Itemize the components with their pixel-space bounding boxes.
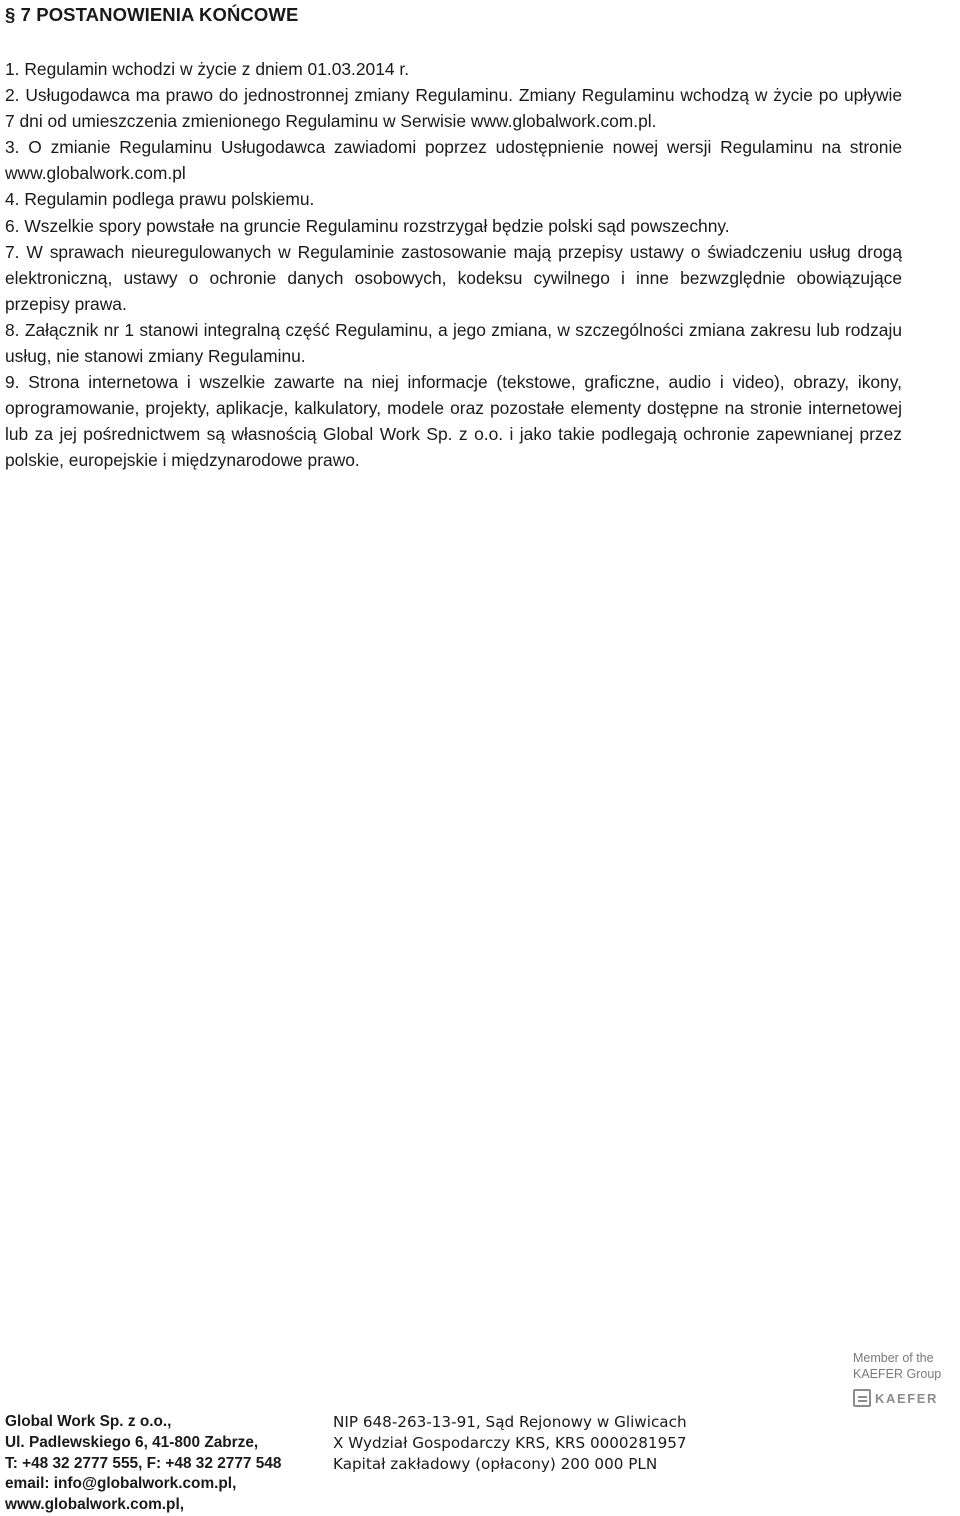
- paragraph-7: 7. W sprawach nieuregulowanych w Regulaminie zastosowanie mają przepisy ustawy o świadczeniu usług drogą elektroniczną, ustawy o ochronie danych osobowych, kodeksu cywilnego i inne bezwzględnie obowiązujące przepisy prawa.: [5, 241, 902, 314]
- paragraph-4: 4. Regulamin podlega prawu polskiemu.: [5, 189, 315, 210]
- paragraph-2: 2. Usługodawca ma prawo do jednostronnej zmiany Regulaminu. Zmiany Regulaminu wchodzą w życie po upływie 7 dni od umieszczenia zmienionego Regulaminu w Serwisie www.globalwork.com.pl.: [5, 85, 902, 132]
- paragraph-8: 8. Załącznik nr 1 stanowi integralną część Regulaminu, a jego zmiana, w szczególności zmiana zakresu lub rodzaju usług, nie stanowi zmiany Regulaminu.: [5, 319, 902, 367]
- footer-krs: X Wydział Gospodarczy KRS, KRS 0000281957: [333, 1433, 687, 1452]
- member-of-line-2: KAEFER Group: [853, 1367, 942, 1381]
- kaefer-wordmark: KAEFER: [875, 1390, 939, 1406]
- footer-phone-fax: T: +48 32 2777 555, F: +48 32 2777 548: [5, 1454, 282, 1472]
- footer-email: email: info@globalwork.com.pl,: [5, 1475, 237, 1493]
- footer-company-contact: [5, 1412, 281, 1516]
- footer-registration-info: [333, 1412, 687, 1474]
- footer-nip-court: NIP 648-263-13-91, Sąd Rejonowy w Gliwicach: [333, 1413, 687, 1431]
- member-of-line-1: Member of the: [853, 1351, 934, 1365]
- footer-address: Ul. Padlewskiego 6, 41-800 Zabrze,: [5, 1433, 259, 1451]
- kaefer-logo-icon: [853, 1389, 871, 1407]
- footer-website: www.globalwork.com.pl,: [5, 1496, 185, 1514]
- kaefer-group-logo: [853, 1350, 953, 1407]
- paragraph-9: 9. Strona internetowa i wszelkie zawarte na niej informacje (tekstowe, graficzne, audio i video), obrazy, ikony, oprogramowanie, projekty, aplikacje, kalkulatory, modele oraz pozostałe elementy dostępne na stronie internetowej lub za jej pośrednictwem są własnością Global Work Sp. z o.o. i jako takie podlegają ochronie zapewnianej przez polskie, europejskie i międzynarodowe prawo.: [5, 372, 902, 471]
- footer-share-capital: Kapitał zakładowy (opłacony) 200 000 PLN: [333, 1454, 658, 1473]
- kaefer-brand: [853, 1389, 953, 1407]
- regulations-body: [5, 56, 902, 474]
- paragraph-1: 1. Regulamin wchodzi w życie z dniem 01.03.2014 r.: [5, 59, 410, 79]
- section-heading: § 7 POSTANOWIENIA KOŃCOWE: [5, 4, 299, 25]
- footer-company-name: Global Work Sp. z o.o.,: [5, 1413, 172, 1430]
- paragraph-6: 6. Wszelkie spory powstałe na gruncie Regulaminu rozstrzygał będzie polski sąd powszechny.: [5, 215, 730, 236]
- paragraph-3: 3. O zmianie Regulaminu Usługodawca zawiadomi poprzez udostępnienie nowej wersji Regulaminu na stronie www.globalwork.com.pl: [5, 137, 902, 184]
